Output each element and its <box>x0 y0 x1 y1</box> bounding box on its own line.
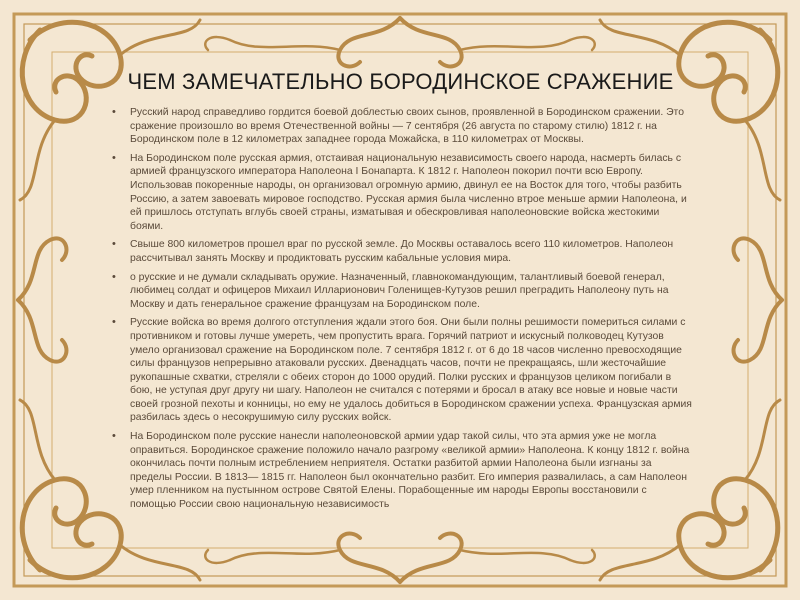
paragraph-text: Русский народ справедливо гордится боевой доблестью своих сынов, проявленной в Бородинском сражении. Это сражение произошло во время Отечественной войны — 7 сентября (26 августа по старому стилю) 1812 г. на Бородинском поле в 12 километрах западнее города Можайска, в 110 километрах от Москвы. <box>130 107 684 146</box>
page-title: ЧЕМ ЗАМЕЧАТЕЛЬНО БОРОДИНСКОЕ СРАЖЕНИЕ <box>127 69 674 94</box>
list-item <box>108 430 693 512</box>
bullet-list <box>108 106 693 512</box>
list-item <box>108 106 693 147</box>
right-middle-ornament <box>734 238 782 361</box>
paragraph-text: На Бородинском поле русская армия, отстаивая национальную независимость своего народа, насмерть билась с армией французского императора Наполеона I Бонапарта. К 1812 г. Наполеон покорил почти всю Европу. Использовав покоренные народы, он организовал огромную армию, двинул ее на Восток для того, чтобы разбить Россию, а затем завоевать мировое господство. Русская армия была численно втрое меньше армии Наполеона, и ей пришлось отступать вглубь своей страны, изматывая и обескровливая наполеоновские войска жестокими боями. <box>130 152 687 232</box>
paragraph-text: о русские и не думали складывать оружие. Назначенный, главнокомандующим, талантливый боевой генерал, любимец солдат и офицеров Михаил Илларионович Голенищев-Кутузов решил преградить Наполеону путь на Москву и дать генеральное сражение французам на Бородинском поле. <box>130 271 669 310</box>
bullet-icon: • <box>112 316 116 329</box>
bullet-icon: • <box>112 106 116 118</box>
list-item <box>108 152 693 234</box>
list-item <box>108 316 693 425</box>
bullet-icon: • <box>112 430 116 443</box>
paragraph-text: На Бородинском поле русские нанесли наполеоновской армии удар такой силы, что эта армия уже не могла оправиться. Бородинское сражение положило начало разгрому «великой армии» Наполеона. К концу 1812 г. война окончилась почти полным истреблением неприятеля. Остатки разбитой армии Наполеона были изгнаны за пределы России. В 1813— 1815 гг. Наполеон был окончательно разбит. Его империя развалилась, а сам Наполеон умер пленником на пустынном острове Святой Елены. Порабощенные им народы Европы восстановили с помощью России свою национальную независимость <box>130 431 690 511</box>
left-middle-ornament <box>18 238 66 361</box>
bullet-icon: • <box>112 270 116 283</box>
list-item <box>108 238 693 265</box>
top-center-ornament <box>205 18 595 66</box>
bullet-icon: • <box>112 151 116 164</box>
bullet-icon: • <box>112 238 116 251</box>
paragraph-text: Русские войска во время долгого отступления ждали этого боя. Они были полны решимости помериться силами с противником и готовы лучше умереть, чем пропустить врага. Горячий патриот и искусный полководец Кутузов умело организовал сражение на Бородинском поле. 7 сентября 1812 г. от 6 до 18 часов численно превосходящие силы французов непрерывно атаковали русских. Двенадцать часов, почти не прекращаясь, шли жесточайшие рукопашные схватки, стреляли с обеих сторон до 1000 орудий. Полки русских и французов целиком погибали в бою, не уступая друг другу ни шагу. Наполеон не считался с потерями и бросал в атаку все новые и новые части своей грозной пехоты и конницы, но ему не удалось добиться в Бородинском сражении успеха. Французская армия разбилась здесь о несокрушимую силу русских войск. <box>130 317 692 424</box>
paragraph-text: Свыше 800 километров прошел враг по русской земле. До Москвы оставалось всего 110 километров. Наполеон рассчитывал занять Москву и продиктовать русским кабальные условия мира. <box>130 239 674 264</box>
list-item <box>108 271 693 312</box>
content-area <box>108 68 693 593</box>
